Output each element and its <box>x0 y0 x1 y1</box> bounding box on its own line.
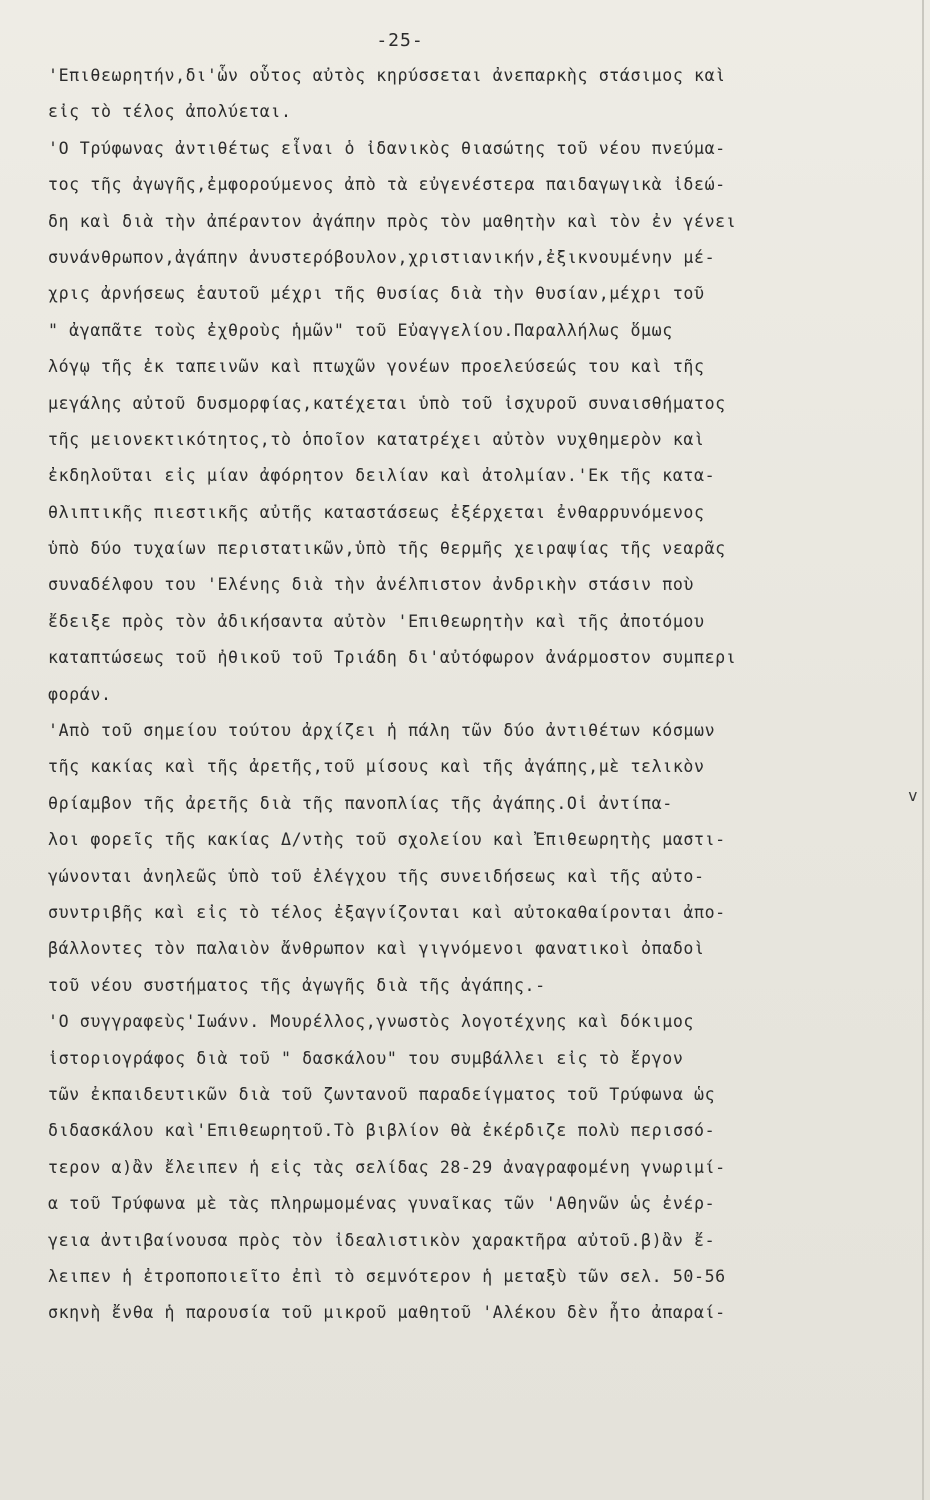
margin-mark: v <box>908 786 918 805</box>
text-line: τῆς κακίας καὶ τῆς ἀρετῆς,τοῦ μίσους καὶ τῆς ἀγάπης,μὲ τελικὸν <box>48 757 705 777</box>
text-line: καταπτώσεως τοῦ ἠθικοῦ τοῦ Τριάδη δι'αὐτόφωρον ἀνάρμοστον συμπερι <box>48 648 737 668</box>
text-line: 'Επιθεωρητήν,δι'ὧν οὗτος αὐτὸς κηρύσσεται ἀνεπαρκὴς στάσιμος καὶ <box>48 66 726 85</box>
text-line: δη καὶ διὰ τὴν ἀπέραντον ἀγάπην πρὸς τὸν μαθητὴν καὶ τὸν ἐν γένει <box>48 211 737 231</box>
text-line: τερον α)ἂν ἔλειπεν ἡ εἰς τὰς σελίδας 28-29 ἀναγραφομένη γνωριμί- <box>48 1157 726 1177</box>
text-line: 'Ο συγγραφεὺς'Ιωάνν. Μουρέλλος,γνωστὸς λογοτέχνης καὶ δόκιμος <box>48 1012 695 1032</box>
text-line: βάλλοντες τὸν παλαιὸν ἄνθρωπον καὶ γιγνόμενοι φανατικοὶ ὀπαδοὶ <box>48 939 705 959</box>
text-line: συνάνθρωπον,ἀγάπην ἀνυστερόβουλον,χριστιανικήν,ἐξικνουμένην μέ- <box>48 247 716 267</box>
text-line: μεγάλης αὐτοῦ δυσμορφίας,κατέχεται ὑπὸ τοῦ ἰσχυροῦ συναισθήματος <box>48 393 726 413</box>
text-line: 'Ο Τρύφωνας ἀντιθέτως εἶναι ὁ ἰδανικὸς θιασώτης τοῦ νέου πνεύμα- <box>48 138 726 158</box>
page-number: -25- <box>376 30 424 51</box>
text-line: εἰς τὸ τέλος ἀπολύεται. <box>48 102 292 122</box>
text-line: χρις ἀρνήσεως ἑαυτοῦ μέχρι τῆς θυσίας διὰ τὴν θυσίαν,μέχρι τοῦ <box>48 284 705 304</box>
text-line: τοῦ νέου συστήματος τῆς ἀγωγῆς διὰ τῆς ἀγάπης.- <box>48 975 546 995</box>
text-line: ἱστοριογράφος διὰ τοῦ " δασκάλου" του συμβάλλει εἰς τὸ ἔργον <box>48 1048 684 1068</box>
text-line: ἐκδηλοῦται εἰς μίαν ἀφόρητον δειλίαν καὶ ἀτολμίαν.'Εκ τῆς κατα- <box>48 466 716 486</box>
text-line: λειπεν ἡ ἐτροποποιεῖτο ἐπὶ τὸ σεμνότερον ἡ μεταξὺ τῶν σελ. 50-56 <box>48 1266 726 1286</box>
text-line: φοράν. <box>48 684 112 704</box>
page-edge <box>922 0 924 1500</box>
text-line: λοι φορεῖς τῆς κακίας Δ/ντὴς τοῦ σχολείου καὶ Ἐπιθεωρητὴς μαστι- <box>48 830 726 850</box>
body-text <box>48 58 910 1332</box>
text-line: θλιπτικῆς πιεστικῆς αὐτῆς καταστάσεως ἐξέρχεται ἐνθαρρυνόμενος <box>48 502 705 522</box>
text-line: τῆς μειονεκτικότητος,τὸ ὁποῖον κατατρέχει αὐτὸν νυχθημερὸν καὶ <box>48 429 705 449</box>
text-line: ἔδειξε πρὸς τὸν ἀδικήσαντα αὐτὸν 'Επιθεωρητὴν καὶ τῆς ἀποτόμου <box>48 611 705 631</box>
text-line: γεια ἀντιβαίνουσα πρὸς τὸν ἰδεαλιστικὸν χαρακτῆρα αὐτοῦ.β)ἂν ἔ- <box>48 1230 716 1250</box>
text-line: συντριβῆς καὶ εἰς τὸ τέλος ἐξαγνίζονται καὶ αὐτοκαθαίρονται ἀπο- <box>48 902 726 922</box>
text-line: ὑπὸ δύο τυχαίων περιστατικῶν,ὑπὸ τῆς θερμῆς χειραψίας τῆς νεαρᾶς <box>48 539 726 559</box>
text-line: λόγῳ τῆς ἐκ ταπεινῶν καὶ πτωχῶν γονέων προελεύσεώς του καὶ τῆς <box>48 357 705 377</box>
text-line: 'Απὸ τοῦ σημείου τούτου ἀρχίζει ἡ πάλη τῶν δύο ἀντιθέτων κόσμων <box>48 721 716 741</box>
text-line: συναδέλφου του 'Ελένης διὰ τὴν ἀνέλπιστον ἀνδρικὴν στάσιν ποὺ <box>48 575 695 595</box>
text-line: τῶν ἐκπαιδευτικῶν διὰ τοῦ ζωντανοῦ παραδείγματος τοῦ Τρύφωνα ὡς <box>48 1084 716 1104</box>
text-line: θρίαμβον τῆς ἀρετῆς διὰ τῆς πανοπλίας τῆς ἀγάπης.Οἱ ἀντίπα- <box>48 793 673 813</box>
text-line: α τοῦ Τρύφωνα μὲ τὰς πληρωμομένας γυναῖκας τῶν 'Αθηνῶν ὡς ἐνέρ- <box>48 1194 716 1214</box>
text-line: σκηνὴ ἔνθα ἡ παρουσία τοῦ μικροῦ μαθητοῦ 'Αλέκου δὲν ἦτο ἀπαραί- <box>48 1303 726 1323</box>
text-line: διδασκάλου καὶ'Επιθεωρητοῦ.Τὸ βιβλίον θὰ ἐκέρδιζε πολὺ περισσό- <box>48 1121 716 1141</box>
text-line: " ἀγαπᾶτε τοὺς ἐχθροὺς ἡμῶν" τοῦ Εὐαγγελίου.Παραλλήλως ὅμως <box>48 320 673 340</box>
text-line: τος τῆς ἀγωγῆς,ἐμφορούμενος ἀπὸ τὰ εὐγενέστερα παιδαγωγικὰ ἰδεώ- <box>48 175 726 195</box>
text-line: γώνονται ἀνηλεῶς ὑπὸ τοῦ ἐλέγχου τῆς συνειδήσεως καὶ τῆς αὐτο- <box>48 866 705 886</box>
